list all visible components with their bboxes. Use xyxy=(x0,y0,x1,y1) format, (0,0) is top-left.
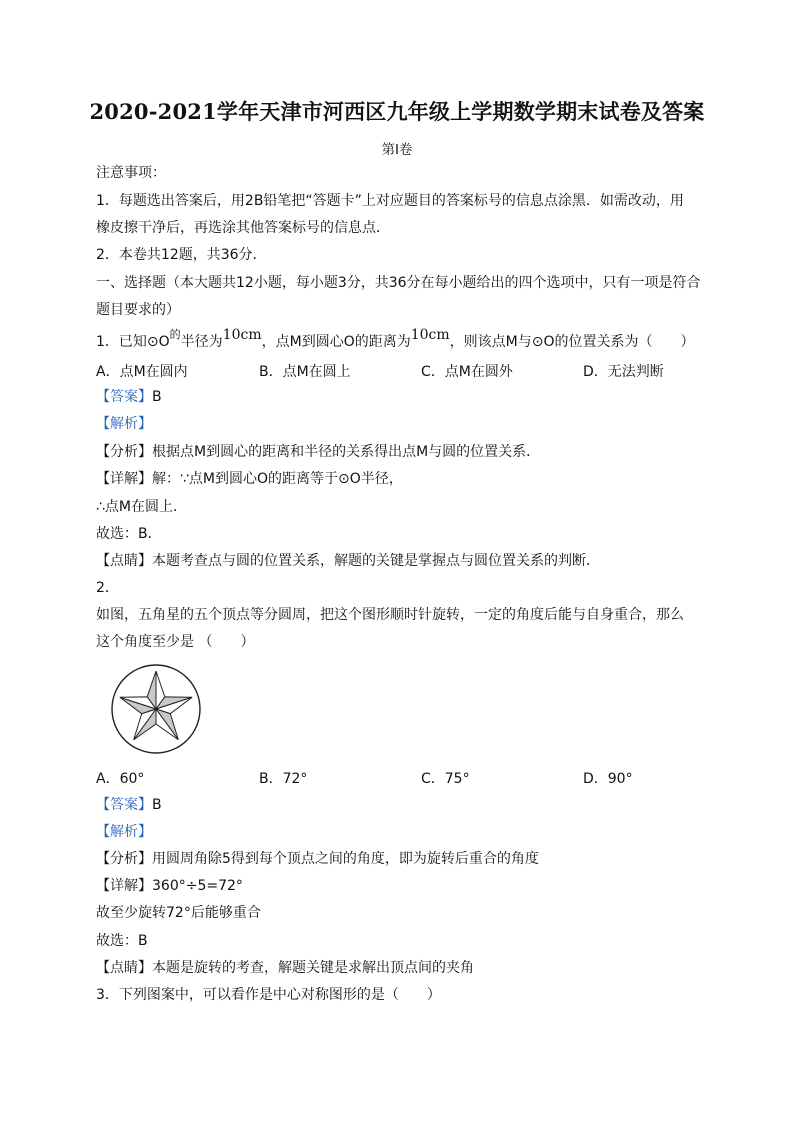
q1-answer xyxy=(96,388,162,406)
notes-heading: 注意事项： xyxy=(96,165,166,181)
q2-choice: 故选：B xyxy=(96,933,148,949)
q1-answer-tag: 【答案】 xyxy=(96,389,152,405)
q1-option-a: A．点M在圆内 xyxy=(96,364,188,380)
q1-choice: 故选：B． xyxy=(96,526,162,542)
q2-analysis-tag: 【解析】 xyxy=(96,824,152,840)
q1-conclusion: ∴点M在圆上． xyxy=(96,499,187,515)
q2-number: 2． xyxy=(96,580,119,596)
q2-fenxi-tag: 【分析】 xyxy=(96,851,152,867)
q1-math-radius: 10cm xyxy=(222,327,262,343)
q1-stem-part-d: ，则该点M与⊙O的位置关系为（ ） xyxy=(449,334,695,350)
section-label: 第I卷 xyxy=(381,142,413,158)
note-item-1-line-2: 橡皮擦干净后，再选涂其他答案标号的信息点． xyxy=(96,220,390,236)
q2-option-a: A．60° xyxy=(96,771,145,787)
q2-conclusion: 故至少旋转72°后能够重合 xyxy=(96,905,261,921)
q2-option-c: C．75° xyxy=(421,771,470,787)
q2-xiangjie-tag: 【详解】 xyxy=(96,878,152,894)
q2-stem-line-1: 如图，五角星的五个顶点等分圆周，把这个图形顺时针旋转，一定的角度后能与自身重合，那么 xyxy=(96,607,684,623)
q2-dianjing xyxy=(96,959,474,977)
note-item-2: 2．本卷共12题，共36分． xyxy=(96,247,267,263)
q1-xiangjie xyxy=(96,470,403,488)
q1-stem xyxy=(96,327,695,352)
star-in-circle-figure xyxy=(110,663,202,755)
q1-xiangjie-text: 解：∵点M到圆心O的距离等于⊙O半径， xyxy=(152,471,403,487)
q1-fenxi-text: 根据点M到圆心的距离和半径的关系得出点M与圆的位置关系． xyxy=(152,444,541,460)
q1-dianjing xyxy=(96,552,600,570)
q1-fenxi-tag: 【分析】 xyxy=(96,444,152,460)
q2-dianjing-tag: 【点睛】 xyxy=(96,960,152,976)
q1-math-distance: 10cm xyxy=(410,327,450,343)
q2-xiangjie-text: 360°÷5=72° xyxy=(152,878,243,894)
note-item-1-line-1: 1．每题选出答案后，用2B铅笔把“答题卡”上对应题目的答案标号的信息点涂黑．如需改动，用 xyxy=(96,193,684,209)
q1-dianjing-text: 本题考查点与圆的位置关系，解题的关键是掌握点与圆位置关系的判断． xyxy=(152,553,600,569)
q1-answer-value: B xyxy=(152,389,162,405)
q1-option-d: D．无法判断 xyxy=(583,364,664,380)
q1-option-b: B．点M在圆上 xyxy=(259,364,351,380)
q1-dianjing-tag: 【点睛】 xyxy=(96,553,152,569)
q1-stem-part-c: ，点M到圆心O的距离为 xyxy=(261,334,411,350)
q1-analysis-tag: 【解析】 xyxy=(96,416,152,432)
part-one-heading-line-2: 题目要求的） xyxy=(96,302,180,318)
part-one-heading-line-1: 一、选择题（本大题共12小题，每小题3分，共36分在每小题给出的四个选项中，只有一项是符合 xyxy=(96,275,701,291)
q2-dianjing-text: 本题是旋转的考查，解题关键是求解出顶点间的夹角 xyxy=(152,960,474,976)
q2-xiangjie xyxy=(96,877,243,895)
q1-stem-part-b: 半径为 xyxy=(180,334,223,350)
q2-fenxi-text: 用圆周角除5得到每个顶点之间的角度，即为旋转后重合的角度 xyxy=(152,851,539,867)
q2-answer-value: B xyxy=(152,797,162,813)
q1-fenxi xyxy=(96,443,540,461)
q2-option-d: D．90° xyxy=(583,771,633,787)
q2-fenxi xyxy=(96,850,539,868)
q1-option-c: C．点M在圆外 xyxy=(421,364,513,380)
q2-stem-line-2: 这个角度至少是 （ ） xyxy=(96,634,255,650)
q1-stem-superscript: 的 xyxy=(169,328,181,341)
q2-option-b: B．72° xyxy=(259,771,308,787)
q1-stem-part-a: 1．已知⊙O xyxy=(96,334,170,350)
q1-xiangjie-tag: 【详解】 xyxy=(96,471,152,487)
q2-answer-tag: 【答案】 xyxy=(96,797,152,813)
q3-stem: 3．下列图案中，可以看作是中心对称图形的是（ ） xyxy=(96,987,441,1003)
q2-answer xyxy=(96,796,162,814)
document-title: 2020-2021学年天津市河西区九年级上学期数学期末试卷及答案 xyxy=(89,99,705,124)
